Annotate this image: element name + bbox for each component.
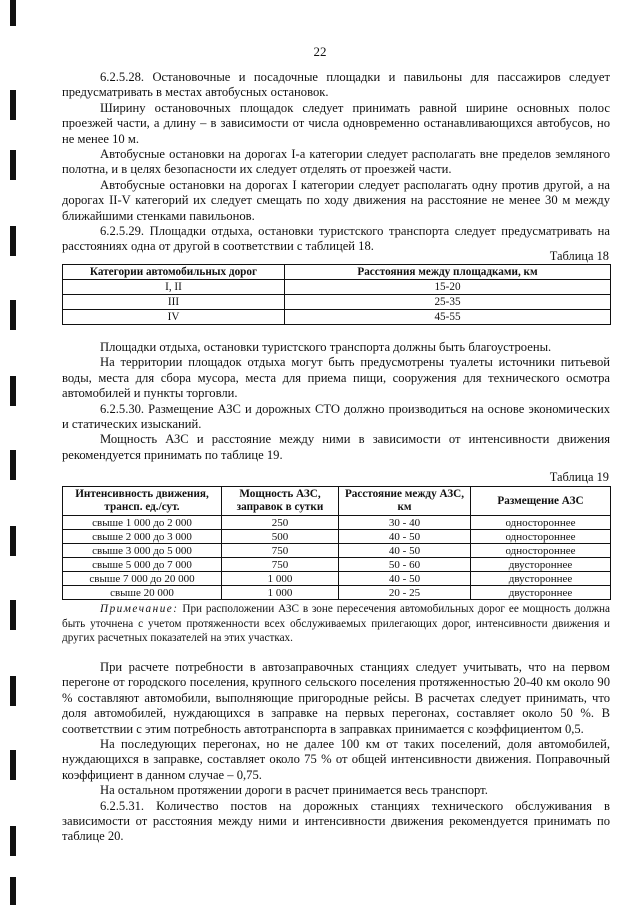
binder-mark — [10, 826, 16, 856]
table-18 — [62, 264, 611, 325]
table-row — [63, 586, 611, 600]
binder-mark — [10, 0, 16, 26]
paragraph: Мощность АЗС и расстояние между ними в зависимости от интенсивности движения рекомендуется принимать по таблице 19. — [62, 432, 610, 462]
table-cell: свыше 7 000 до 20 000 — [63, 572, 222, 586]
paragraph: На территории площадок отдыха могут быть предусмотрены туалеты источники питьевой воды, места для сбора мусора, места для приема пищи, сооружения для технического осмотра автомобилей и пункты торговли. — [62, 355, 610, 401]
table-cell: 25-35 — [285, 295, 611, 310]
table-cell: 15-20 — [285, 280, 611, 295]
table-cell: 1 000 — [222, 586, 339, 600]
table-cell: 50 - 60 — [339, 558, 471, 572]
table-row — [63, 516, 611, 530]
table-cell: 45-55 — [285, 310, 611, 325]
text-block-top — [62, 70, 610, 255]
table-cell: 750 — [222, 544, 339, 558]
binder-mark — [10, 600, 16, 630]
paragraph: Автобусные остановки на дорогах I категории следует располагать одну против другой, а на дорогах II-V категорий их следует смещать по ходу движения на расстояние не менее 30 м между ближайшими стенками павильонов. — [62, 177, 610, 223]
table-cell: свыше 5 000 до 7 000 — [63, 558, 222, 572]
paragraph: Автобусные остановки на дорогах I-а категории следует располагать вне пределов земляного полотна, и в целях безопасности их следует отделять от проезжей части. — [62, 147, 610, 177]
table-18-caption: Таблица 18 — [549, 249, 609, 263]
text-block-middle — [62, 340, 610, 463]
table-header-row — [63, 265, 611, 280]
paragraph: 6.2.5.28. Остановочные и посадочные площадки и павильоны для пассажиров следует предусматривать в местах автобусных остановок. — [62, 70, 610, 100]
binder-mark — [10, 150, 16, 180]
page-number: 22 — [313, 44, 327, 59]
binder-mark — [10, 450, 16, 480]
table-row — [63, 558, 611, 572]
paragraph: 6.2.5.30. Размещение АЗС и дорожных СТО должно производиться на основе экономических и статических изысканий. — [62, 401, 610, 432]
table-cell: одностороннее — [471, 516, 611, 530]
table-19-caption: Таблица 19 — [549, 470, 609, 484]
table-cell: одностороннее — [471, 544, 611, 558]
paragraph: На последующих перегонах, но не далее 100 км от таких поселений, доля автомобилей, нуждающихся в заправке, составляет около 75 % от общей интенсивности движения. Поправочный коэффициент в данном случае – 0,75. — [62, 737, 610, 782]
table-cell: I, II — [63, 280, 285, 295]
table-cell: IV — [63, 310, 285, 325]
table-19 — [62, 486, 611, 600]
table-cell: 40 - 50 — [339, 572, 471, 586]
table-cell: 40 - 50 — [339, 544, 471, 558]
binder-mark — [10, 376, 16, 406]
column-header: Категории автомобильных дорог — [63, 265, 285, 280]
binder-mark — [10, 526, 16, 556]
table-cell: 40 - 50 — [339, 530, 471, 544]
table-cell: 30 - 40 — [339, 516, 471, 530]
table-row — [63, 572, 611, 586]
binder-mark — [10, 300, 16, 330]
table-cell: свыше 1 000 до 2 000 — [63, 516, 222, 530]
table-cell: 250 — [222, 516, 339, 530]
column-header: Размещение АЗС — [471, 487, 611, 516]
paragraph: Площадки отдыха, остановки туристского транспорта должны быть благоустроены. — [100, 340, 552, 354]
table-header-row — [63, 487, 611, 516]
table-cell: 500 — [222, 530, 339, 544]
table-cell: двустороннее — [471, 558, 611, 572]
table-note — [62, 602, 610, 646]
paragraph: 6.2.5.31. Количество постов на дорожных станциях технического обслуживания в зависимости от расстояния между ними и интенсивности движения рекомендуется принимать по таблице 20. — [62, 798, 610, 844]
binder-mark — [10, 750, 16, 780]
paragraph: На остальном протяжении дороги в расчет принимается весь транспорт. — [100, 783, 488, 798]
paragraph: 6.2.5.29. Площадки отдыха, остановки туристского транспорта следует предусматривать на расстояниях одна от другой в соответствии с таблицей 18. — [62, 224, 610, 254]
column-header: Расстояния между площадками, км — [285, 265, 611, 280]
table-row — [63, 544, 611, 558]
table-cell: 20 - 25 — [339, 586, 471, 600]
table-cell: двустороннее — [471, 586, 611, 600]
table-cell: одностороннее — [471, 530, 611, 544]
table-cell: свыше 3 000 до 5 000 — [63, 544, 222, 558]
table-row — [63, 295, 611, 310]
column-header: Интенсивность движения, трансп. ед./сут. — [63, 487, 222, 516]
paragraph: Ширину остановочных площадок следует принимать равной ширине основных полос проезжей части, а длину – в зависимости от числа одновременно останавливающихся автобусов, но не менее 10 м. — [62, 100, 610, 146]
table-row — [63, 530, 611, 544]
text-block-bottom — [62, 660, 610, 845]
note-label: Примечание: — [100, 603, 179, 615]
column-header: Мощность АЗС, заправок в сутки — [222, 487, 339, 516]
table-row — [63, 280, 611, 295]
table-cell: 750 — [222, 558, 339, 572]
table-cell: свыше 20 000 — [63, 586, 222, 600]
binder-mark — [10, 676, 16, 706]
table-cell: свыше 2 000 до 3 000 — [63, 530, 222, 544]
table-row — [63, 310, 611, 325]
binder-mark — [10, 90, 16, 120]
table-cell: двустороннее — [471, 572, 611, 586]
note-text: При расположении АЗС в зоне пересечения автомобильных дорог ее мощность должна быть уточнена с учетом протяженности всех обслуживаемых прилегающих дорог, интенсивности движения и других расчетных показателей на этих участках. — [62, 603, 611, 645]
column-header: Расстояние между АЗС, км — [339, 487, 471, 516]
binder-mark — [10, 877, 16, 905]
table-cell: III — [63, 295, 285, 310]
binder-mark — [10, 226, 16, 256]
paragraph: При расчете потребности в автозаправочных станциях следует учитывать, что на первом перегоне от городского поселения, крупного сельского поселения протяженностью 20-40 км около 90 % составляют автомобили, выполняющие пригородные рейсы. В расчетах следует принимать, что доля автомобилей, нуждающихся в заправке на первых перегонах, составляет около 50 %. В соответствии с этим потребность автотранспорта в заправках принимается с коэффициентом 0,5. — [62, 660, 610, 736]
table-cell: 1 000 — [222, 572, 339, 586]
